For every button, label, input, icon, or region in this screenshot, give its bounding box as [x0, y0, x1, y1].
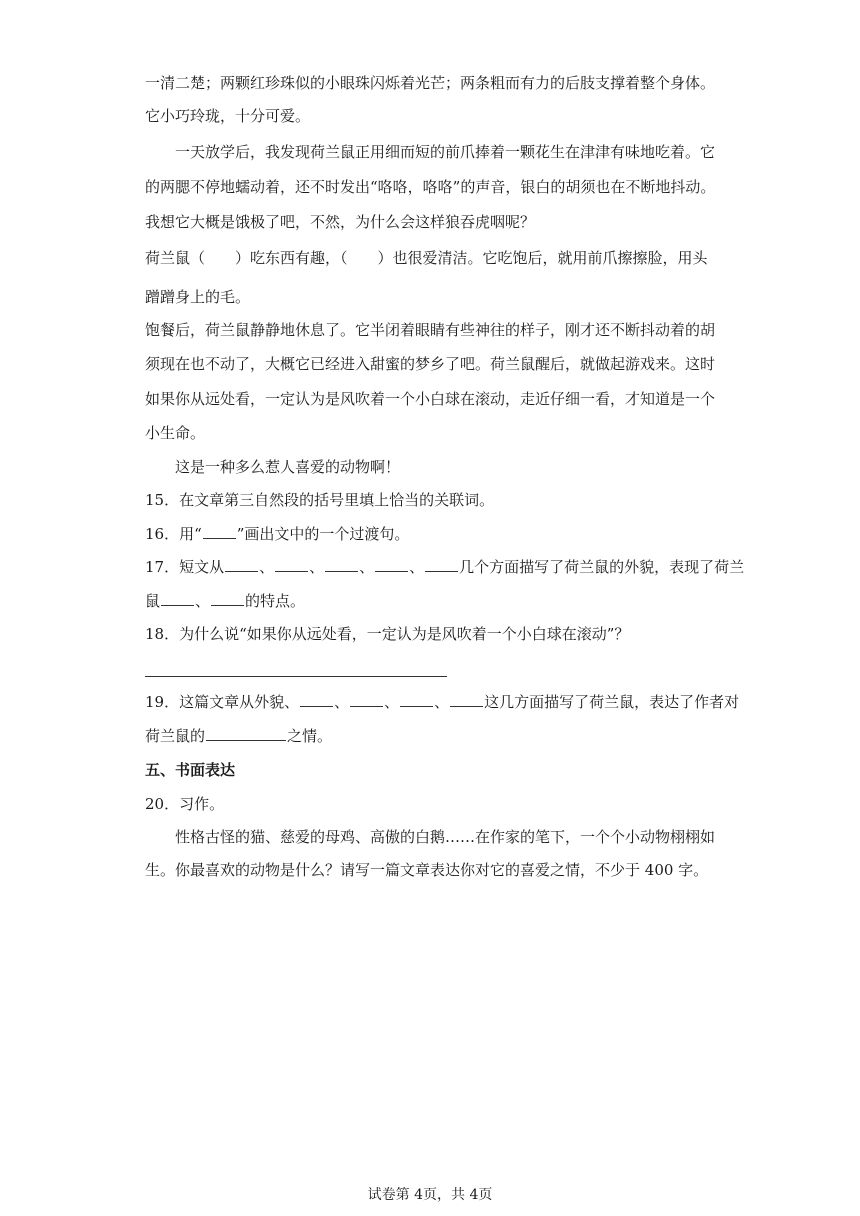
- answer-blank[interactable]: [211, 591, 244, 606]
- section-heading: 五、书面表达: [145, 761, 236, 779]
- question-17-text-b: 几个方面描写了荷兰鼠的外貌，表现了荷兰: [459, 558, 745, 576]
- page-footer: 试卷第 4页，共 4页: [367, 1187, 493, 1203]
- writing-prompt-line1: 性格古怪的猫、慈爱的母鸡、高傲的白鹅……在作家的笔下，一个个小动物栩栩如: [175, 828, 716, 846]
- passage-p5-line1: 这是一种多么惹人喜爱的动物啊！: [175, 458, 401, 476]
- question-19-text-d: 之情。: [287, 727, 333, 745]
- answer-blank[interactable]: [350, 692, 383, 707]
- answer-blank[interactable]: [400, 692, 433, 707]
- question-17-text-c: 鼠: [145, 592, 161, 610]
- passage-p3-line1: 荷兰鼠（ ）吃东西有趣，（ ）也很爱清洁。它吃饱后，就用前爪擦擦脸，用头: [145, 249, 708, 267]
- separator: 、: [334, 693, 350, 711]
- question-19-text-c: 荷兰鼠的: [145, 727, 206, 745]
- separator: 、: [259, 558, 275, 576]
- answer-blank[interactable]: [203, 524, 236, 539]
- answer-blank[interactable]: [206, 726, 286, 741]
- answer-blank[interactable]: [300, 692, 333, 707]
- answer-blank[interactable]: [225, 557, 258, 572]
- answer-blank[interactable]: [325, 557, 358, 572]
- question-16: [145, 524, 409, 544]
- question-17-line1: [145, 557, 744, 577]
- writing-prompt-line2: 生。你最喜欢的动物是什么？请写一篇文章表达你对它的喜爱之情，不少于 400 字。: [145, 861, 709, 879]
- question-19-text-b: 这几方面描写了荷兰鼠，表达了作者对: [484, 693, 740, 711]
- question-16-text-a: 16．用“: [145, 525, 202, 543]
- passage-p2-line3: 我想它大概是饿极了吧，不然，为什么会这样狼吞虎咽呢？: [145, 213, 536, 231]
- passage-p2-line1: 一天放学后，我发现荷兰鼠正用细而短的前爪捧着一颗花生在津津有味地吃着。它: [175, 143, 716, 161]
- question-17-text-d: 的特点。: [245, 592, 306, 610]
- question-16-text-b: ”画出文中的一个过渡句。: [236, 525, 410, 543]
- separator: 、: [434, 693, 450, 711]
- answer-blank[interactable]: [375, 557, 408, 572]
- separator: 、: [195, 592, 211, 610]
- passage-p2-line2: 的两腮不停地蠕动着，还不时发出“咯咯，咯咯”的声音，银白的胡须也在不断地抖动。: [145, 178, 716, 196]
- answer-line[interactable]: [145, 676, 447, 677]
- answer-blank[interactable]: [425, 557, 458, 572]
- passage-p1-line2: 它小巧玲珑，十分可爱。: [145, 107, 311, 125]
- separator: 、: [309, 558, 325, 576]
- separator: 、: [359, 558, 375, 576]
- question-19-line1: [145, 692, 739, 712]
- answer-blank[interactable]: [275, 557, 308, 572]
- passage-p1-line1: 一清二楚；两颗红珍珠似的小眼珠闪烁着光芒；两条粗而有力的后肢支撑着整个身体。: [145, 74, 716, 92]
- passage-p4-line2: 须现在也不动了，大概它已经进入甜蜜的梦乡了吧。荷兰鼠醒后，就做起游戏来。这时: [145, 355, 716, 373]
- answer-blank[interactable]: [450, 692, 483, 707]
- question-15: 15．在文章第三自然段的括号里填上恰当的关联词。: [145, 491, 495, 509]
- question-20: 20．习作。: [145, 795, 225, 813]
- passage-p4-line3: 如果你从远处看，一定认为是风吹着一个小白球在滚动，走近仔细一看，才知道是一个: [145, 390, 716, 408]
- answer-blank[interactable]: [161, 591, 194, 606]
- separator: 、: [384, 693, 400, 711]
- passage-p4-line4: 小生命。: [145, 424, 206, 442]
- question-17-text-a: 17．短文从: [145, 558, 225, 576]
- question-17-line2: [145, 591, 305, 611]
- question-19-text-a: 19．这篇文章从外貌、: [145, 693, 300, 711]
- separator: 、: [409, 558, 425, 576]
- passage-p4-line1: 饱餐后，荷兰鼠静静地休息了。它半闭着眼睛有些神往的样子，刚才还不断抖动着的胡: [145, 321, 716, 339]
- passage-p3-line2: 蹭蹭身上的毛。: [145, 288, 251, 306]
- question-18: 18．为什么说“如果你从远处看，一定认为是风吹着一个小白球在滚动”？: [145, 625, 630, 643]
- question-19-line2: [145, 726, 332, 746]
